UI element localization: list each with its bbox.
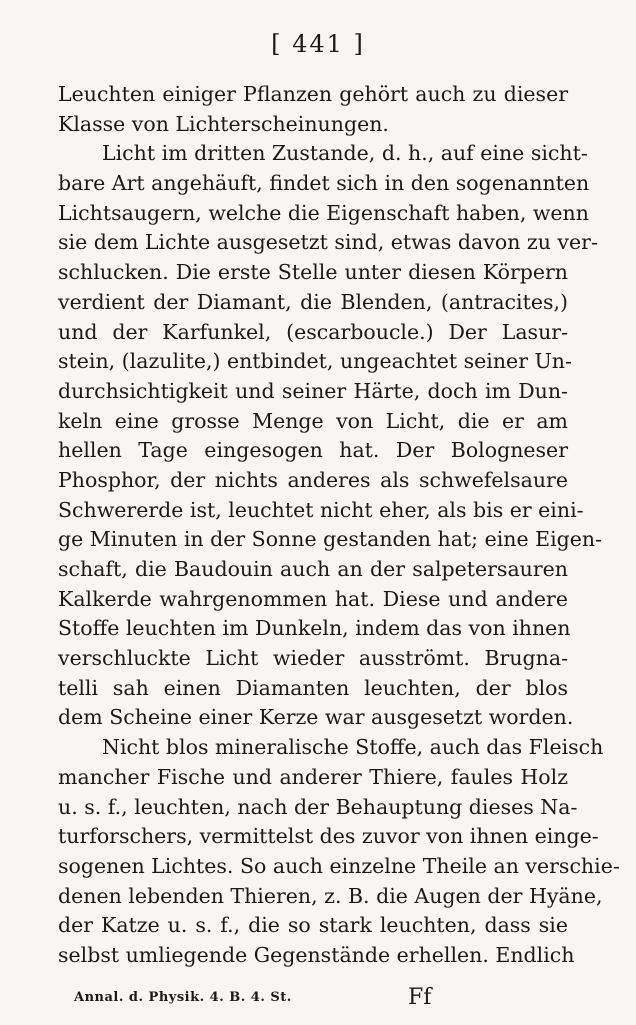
text-line: Stoffe leuchten im Dunkeln, indem das von ihnen bbox=[58, 616, 571, 641]
text-line: Klasse von Lichterscheinungen. bbox=[58, 111, 389, 136]
text-line: bare Art angehäuft, findet sich in den sogenannten bbox=[58, 171, 590, 196]
text-line: keln eine grosse Menge von Licht, die er am bbox=[58, 408, 568, 433]
text-line: ge Minuten in der Sonne gestanden hat; eine Eigen- bbox=[58, 527, 603, 552]
text-line: dem Scheine einer Kerze war ausgesetzt worden. bbox=[58, 705, 574, 730]
text-line: und der Karfunkel, (escarboucle.) Der Lasur- bbox=[58, 319, 568, 344]
text-line: Kalkerde wahrgenommen hat. Diese und andere bbox=[58, 586, 568, 611]
text-line: Lichtsaugern, welche die Eigenschaft haben, wenn bbox=[58, 200, 589, 225]
text-line: hellen Tage eingesogen hat. Der Bologneser bbox=[58, 438, 568, 463]
text-line: stein, (lazulite,) entbindet, ungeachtet seiner Un- bbox=[58, 349, 572, 374]
text-line: sie dem Lichte ausgesetzt sind, etwas davon zu ver- bbox=[58, 230, 598, 255]
text-line: selbst umliegende Gegenstände erhellen. Endlich bbox=[58, 942, 575, 967]
journal-signature: Annal. d. Physik. 4. B. 4. St. bbox=[74, 990, 292, 1005]
text-line: mancher Fische und anderer Thiere, faules Holz bbox=[58, 764, 568, 789]
text-line: verdient der Diamant, die Blenden, (antracites,) bbox=[58, 289, 568, 314]
text-line: durchsichtigkeit und seiner Härte, doch im Dun- bbox=[58, 378, 568, 403]
text-line: schaft, die Baudouin auch an der salpetersauren bbox=[58, 557, 568, 581]
text-line: Schwererde ist, leuchtet nicht eher, als bis er eini- bbox=[58, 497, 584, 522]
paragraph-start-line: Licht im dritten Zustande, d. h., auf eine sicht- bbox=[102, 141, 588, 166]
body-text bbox=[58, 80, 620, 971]
text-line: turforschers, vermittelst des zuvor von ihnen einge- bbox=[58, 824, 599, 849]
paragraph-start-line: Nicht blos mineralische Stoffe, auch das Fleisch bbox=[102, 735, 604, 760]
page-number: [ 441 ] bbox=[271, 30, 365, 58]
text-line: denen lebenden Thieren, z. B. die Augen der Hyäne, bbox=[58, 883, 603, 908]
text-line: der Katze u. s. f., die so stark leuchten, dass sie bbox=[58, 913, 568, 938]
text-line: Leuchten einiger Pflanzen gehört auch zu dieser bbox=[58, 82, 568, 106]
text-line: Phosphor, der nichts anderes als schwefelsaure bbox=[58, 467, 568, 492]
text-line: schlucken. Die erste Stelle unter diesen Körpern bbox=[58, 260, 568, 285]
text-line: verschluckte Licht wieder ausströmt. Brugna- bbox=[58, 646, 568, 671]
text-line: u. s. f., leuchten, nach der Behauptung dieses Na- bbox=[58, 794, 578, 819]
text-line: sogenen Lichtes. So auch einzelne Theile an verschie- bbox=[58, 853, 620, 878]
sheet-mark: Ff bbox=[408, 985, 432, 1010]
text-line: telli sah einen Diamanten leuchten, der blos bbox=[58, 675, 568, 700]
